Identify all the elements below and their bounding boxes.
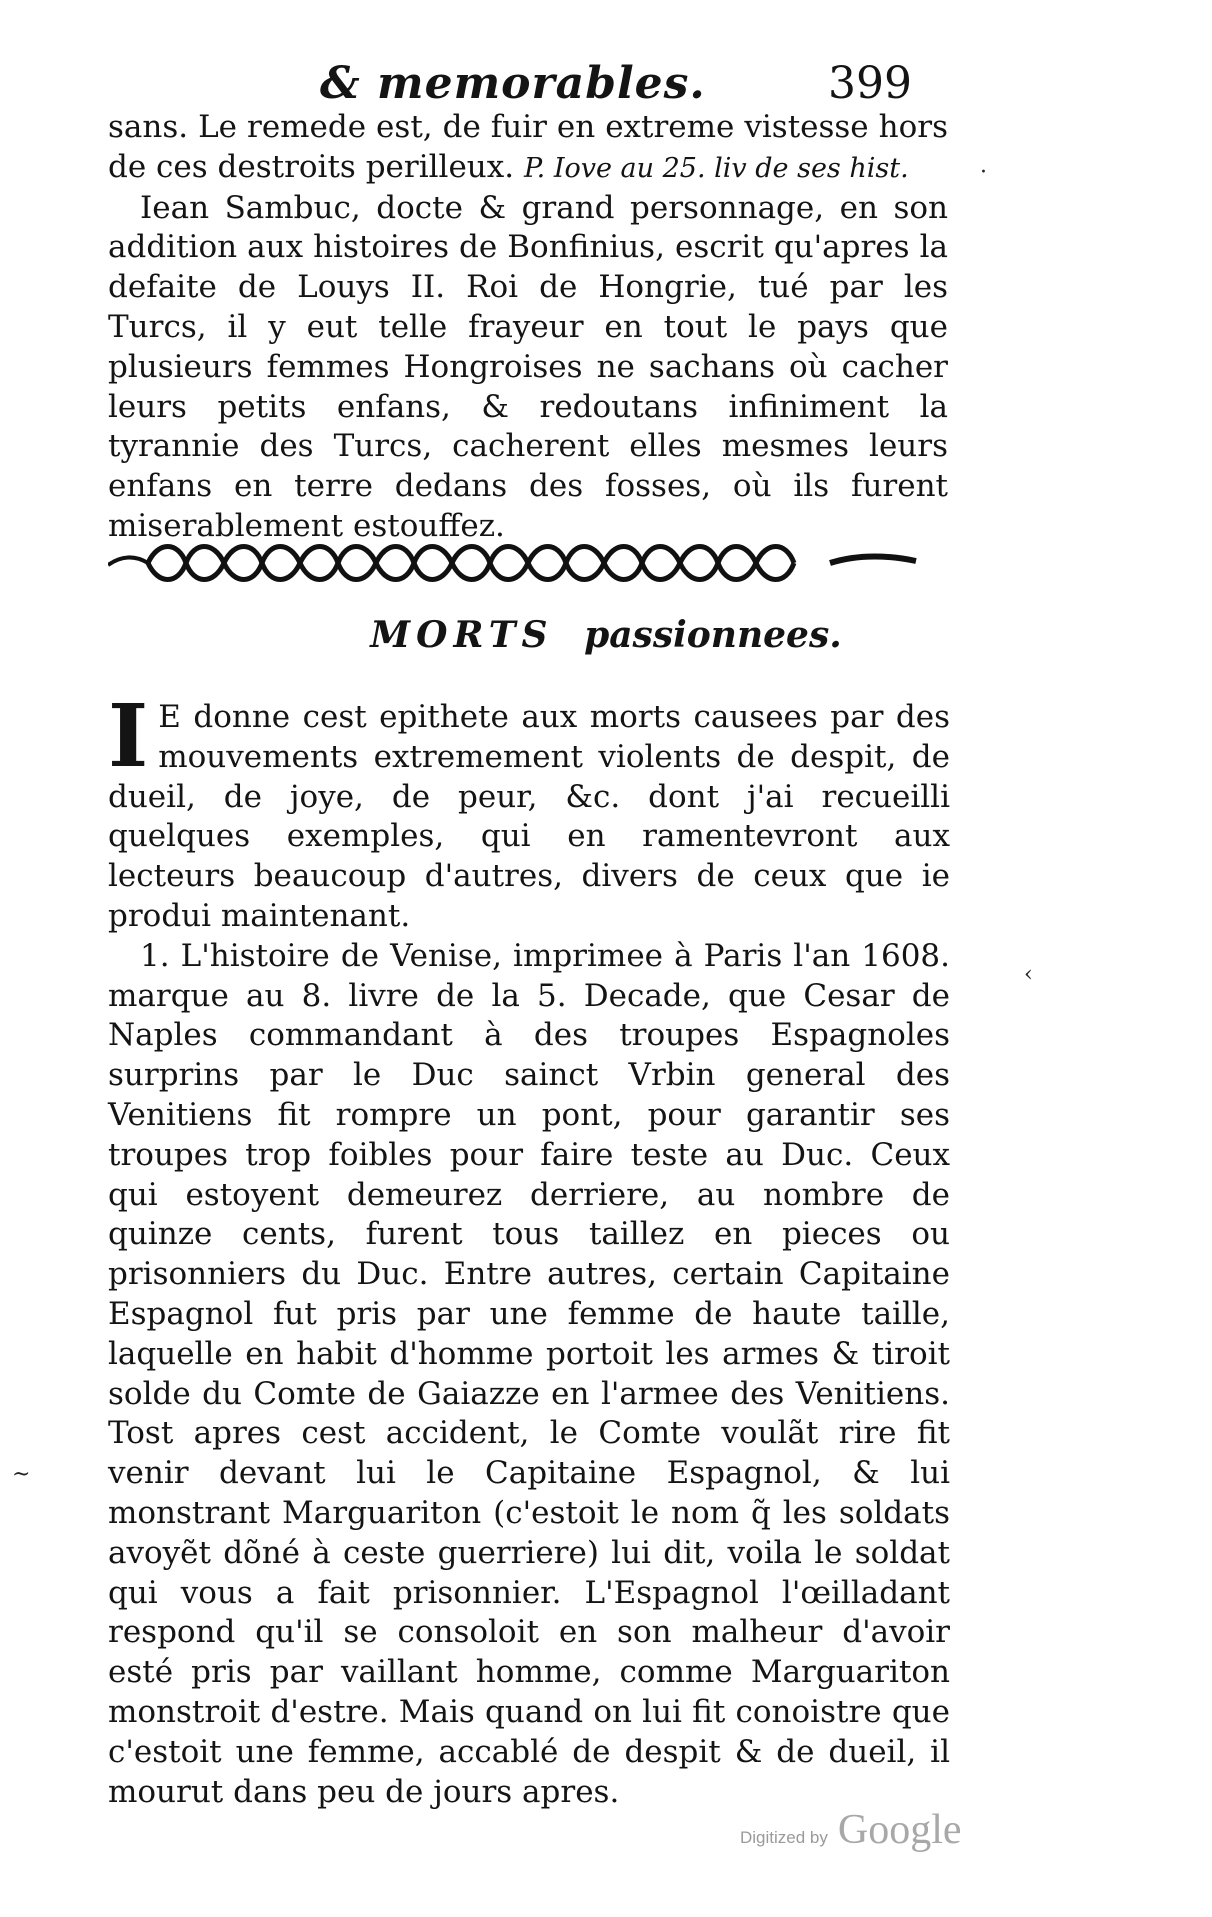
margin-speck: ‹ xyxy=(1024,962,1033,987)
page-number: 399 xyxy=(828,58,912,109)
text-block-top xyxy=(108,108,948,547)
drop-cap: I xyxy=(108,686,149,787)
citation: P. Iove au 25. liv de ses hist. xyxy=(523,152,909,184)
section-title-rest: passionnees. xyxy=(584,614,842,656)
paragraph-text: sans. Le remede est, de fuir en extreme vistesse hors de ces destroits perilleux. xyxy=(108,109,948,185)
running-head: & memorables. xyxy=(320,58,706,109)
paragraph-intro xyxy=(108,686,950,937)
digitization-watermark xyxy=(740,1806,962,1854)
paragraph-continuation xyxy=(108,108,948,189)
paragraph-text: E donne cest epithete aux morts causees par des mouvements extremement violents de despit, de dueil, de joye, de peur, &c. dont j'ai recueilli quelques exemples, qui en ramentevront aux lecteurs beaucoup d'autres, divers de ceux que ie produi maintenant. xyxy=(108,699,950,934)
google-logo: Google xyxy=(837,1807,962,1853)
margin-speck: · xyxy=(980,160,987,185)
digitized-label: Digitized by xyxy=(740,1828,828,1847)
section-title xyxy=(0,614,1212,656)
section-title-caps: MORTS xyxy=(370,614,554,656)
text-block-bottom xyxy=(108,686,950,1812)
margin-speck: ~ xyxy=(12,1462,31,1487)
paragraph-sambuc: Iean Sambuc, docte & grand personnage, en son addition aux histoires de Bonfinius, escrit qu'apres la defaite de Louys II. Roi de Hongrie, tué par les Turcs, il y eut telle frayeur en tout le pays que plusieurs femmes Hongroises ne sachans où cacher leurs petits enfans, & redoutans infiniment la tyrannie des Turcs, cacherent elles mesmes leurs enfans en terre dedans des fosses, où ils furent miserablement estouffez. xyxy=(108,189,948,544)
paragraph-venise: 1. L'histoire de Venise, imprimee à Paris l'an 1608. marque au 8. livre de la 5. Decade, que Cesar de Naples commandant à des troupes Espagnoles surprins par le Duc sainct Vrbin general des Venitiens fit rompre un pont, pour garantir ses troupes trop foibles pour faire teste au Duc. Ceux qui estoyent demeurez derriere, au nombre de quinze cents, furent tous taillez en pieces ou prisonniers du Duc. Entre autres, certain Capitaine Espagnol fut pris par une femme de haute taille, laquelle en habit d'homme portoit les armes & tiroit solde du Comte de Gaiazze en l'armee des Venitiens. Tost apres cest accident, le Comte voulãt rire fit venir devant lui le Capitaine Espagnol, & lui monstrant Marguariton (c'estoit le nom q̃ les soldats avoyẽt dõné à ceste guerriere) lui dit, voila le soldat qui vous a fait prisonnier. L'Espagnol l'œilladant respond qu'il se consoloit en son malheur d'avoir esté pris par vaillant homme, comme Marguariton monstroit d'estre. Mais quand on lui fit conoistre que c'estoit une femme, accablé de despit & de dueil, il mourut dans peu de jours apres. xyxy=(108,937,950,1810)
decorative-ornament-band xyxy=(108,533,918,595)
